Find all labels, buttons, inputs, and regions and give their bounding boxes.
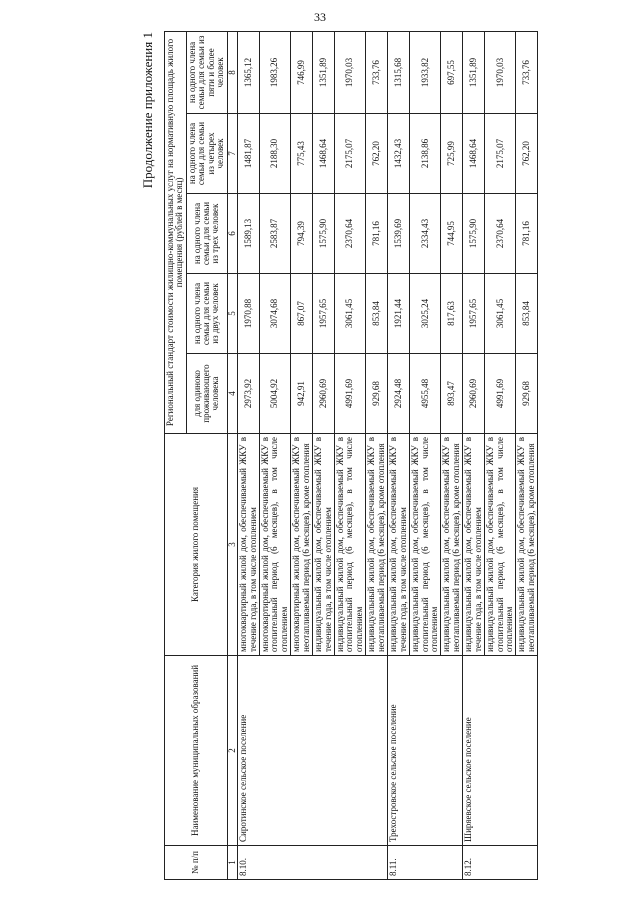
cost-value: 794,39 — [291, 194, 313, 274]
header-category: Категория жилого помещения — [165, 434, 228, 656]
cost-value: 1589,13 — [238, 194, 260, 274]
cost-value: 2973,92 — [238, 354, 260, 434]
column-index: 5 — [227, 274, 237, 354]
cost-value: 744,95 — [441, 194, 463, 274]
cost-value: 2370,64 — [335, 194, 366, 274]
cost-value: 4991,69 — [335, 354, 366, 434]
page-number: 33 — [314, 10, 326, 24]
cost-value: 2924,48 — [388, 354, 410, 434]
cost-value: 2370,64 — [485, 194, 516, 274]
cost-value: 867,07 — [291, 274, 313, 354]
cost-value: 1365,12 — [238, 31, 260, 113]
cost-value: 733,76 — [516, 31, 538, 113]
cost-value: 1351,89 — [313, 31, 335, 113]
cost-value: 725,99 — [441, 114, 463, 194]
cost-value: 1957,65 — [463, 274, 485, 354]
cost-value: 3061,45 — [485, 274, 516, 354]
header-name: Наименование муниципальных образований — [165, 656, 228, 846]
cost-value: 4991,69 — [485, 354, 516, 434]
cost-value: 1983,26 — [259, 31, 290, 113]
cost-value: 1468,64 — [313, 114, 335, 194]
header-standard: Региональный стандарт стоимости жилищно-коммунальных услуг на нормативную площадь жилого помещения (рублей в месяц) — [165, 31, 187, 433]
cost-value: 781,16 — [366, 194, 388, 274]
row-number: 8.12. — [463, 846, 538, 880]
housing-category: многоквартирный жилой дом, обеспечиваемый ЖКУ в неотапливаемый период (6 месяцев), кроме отопления — [291, 434, 313, 656]
housing-category: индивидуальный жилой дом, обеспечиваемый ЖКУ в отопительный период (6 месяцев), в том числе отоплением — [410, 434, 441, 656]
cost-value: 1468,64 — [463, 114, 485, 194]
housing-category: многоквартирный жилой дом, обеспечиваемый ЖКУ в течение года, в том числе отоплением — [238, 434, 260, 656]
column-index: 1 — [227, 846, 237, 880]
cost-value: 929,68 — [366, 354, 388, 434]
table-header — [165, 31, 238, 879]
cost-value: 697,55 — [441, 31, 463, 113]
cost-value: 2175,07 — [335, 114, 366, 194]
header-col4: для одиноко проживающего человека — [186, 354, 227, 434]
cost-value: 762,20 — [516, 114, 538, 194]
cost-value: 3074,68 — [259, 274, 290, 354]
cost-value: 1481,87 — [238, 114, 260, 194]
cost-value: 2334,43 — [410, 194, 441, 274]
header-col7: на одного члена семьи для семьи из четырех человек — [186, 114, 227, 194]
housing-category: индивидуальный жилой дом, обеспечиваемый ЖКУ в отопительный период (6 месяцев), в том числе отоплением — [335, 434, 366, 656]
column-index: 8 — [227, 31, 237, 113]
cost-value: 1970,03 — [335, 31, 366, 113]
header-col8: на одного члена семьи для семьи из пяти и более человек — [186, 31, 227, 113]
housing-category: индивидуальный жилой дом, обеспечиваемый ЖКУ в неотапливаемый период (6 месяцев), кроме отопления — [441, 434, 463, 656]
column-index: 6 — [227, 194, 237, 274]
header-col5: на одного члена семьи для семьи из двух человек — [186, 274, 227, 354]
table-row — [238, 31, 260, 879]
housing-category: индивидуальный жилой дом, обеспечиваемый ЖКУ в течение года, в том числе отоплением — [313, 434, 335, 656]
cost-value: 1970,88 — [238, 274, 260, 354]
cost-value: 746,99 — [291, 31, 313, 113]
cost-value: 2138,86 — [410, 114, 441, 194]
cost-value: 817,63 — [441, 274, 463, 354]
column-index: 4 — [227, 354, 237, 434]
row-number: 8.10. — [238, 846, 388, 880]
cost-value: 3025,24 — [410, 274, 441, 354]
cost-value: 2960,69 — [463, 354, 485, 434]
column-index-row — [227, 31, 237, 879]
municipality-name: Ширяевское сельское поселение — [463, 656, 538, 846]
cost-value: 1351,89 — [463, 31, 485, 113]
cost-value: 2175,07 — [485, 114, 516, 194]
cost-value: 733,76 — [366, 31, 388, 113]
cost-value: 929,68 — [516, 354, 538, 434]
header-col6: на одного члена семьи для семьи из трех человек — [186, 194, 227, 274]
column-index: 7 — [227, 114, 237, 194]
column-index: 2 — [227, 656, 237, 846]
rotated-content — [140, 30, 640, 880]
tariff-table — [164, 31, 538, 880]
cost-value: 2960,69 — [313, 354, 335, 434]
cost-value: 853,84 — [366, 274, 388, 354]
continuation-label: Продолжение приложения 1 — [140, 32, 155, 189]
cost-value: 4955,48 — [410, 354, 441, 434]
cost-value: 3061,45 — [335, 274, 366, 354]
cost-value: 1933,82 — [410, 31, 441, 113]
housing-category: многоквартирный жилой дом, обеспечиваемый ЖКУ в отопительный период (6 месяцев), в том числе отоплением — [259, 434, 290, 656]
cost-value: 781,16 — [516, 194, 538, 274]
housing-category: индивидуальный жилой дом, обеспечиваемый ЖКУ в неотапливаемый период (6 месяцев), кроме отопления — [366, 434, 388, 656]
cost-value: 1957,65 — [313, 274, 335, 354]
cost-value: 1575,90 — [313, 194, 335, 274]
cost-value: 775,43 — [291, 114, 313, 194]
table-row — [388, 31, 410, 879]
table-body — [238, 31, 538, 879]
cost-value: 762,20 — [366, 114, 388, 194]
cost-value: 1432,43 — [388, 114, 410, 194]
housing-category: индивидуальный жилой дом, обеспечиваемый ЖКУ в отопительный период (6 месяцев), в том числе отоплением — [485, 434, 516, 656]
cost-value: 1970,03 — [485, 31, 516, 113]
header-no: № п/п — [165, 846, 228, 880]
row-number: 8.11. — [388, 846, 463, 880]
cost-value: 2188,30 — [259, 114, 290, 194]
cost-value: 942,91 — [291, 354, 313, 434]
cost-value: 2583,87 — [259, 194, 290, 274]
housing-category: индивидуальный жилой дом, обеспечиваемый ЖКУ в течение года, в том числе отоплением — [463, 434, 485, 656]
cost-value: 1315,68 — [388, 31, 410, 113]
municipality-name: Сиротинское сельское поселение — [238, 656, 388, 846]
cost-value: 5004,92 — [259, 354, 290, 434]
housing-category: индивидуальный жилой дом, обеспечиваемый ЖКУ в неотапливаемый период (6 месяцев), кроме отопления — [516, 434, 538, 656]
table-row — [463, 31, 485, 879]
cost-value: 853,84 — [516, 274, 538, 354]
cost-value: 893,47 — [441, 354, 463, 434]
cost-value: 1575,90 — [463, 194, 485, 274]
cost-value: 1539,69 — [388, 194, 410, 274]
cost-value: 1921,44 — [388, 274, 410, 354]
municipality-name: Трехостровское сельское поселение — [388, 656, 463, 846]
housing-category: индивидуальный жилой дом, обеспечиваемый ЖКУ в течение года, в том числе отоплением — [388, 434, 410, 656]
column-index: 3 — [227, 434, 237, 656]
